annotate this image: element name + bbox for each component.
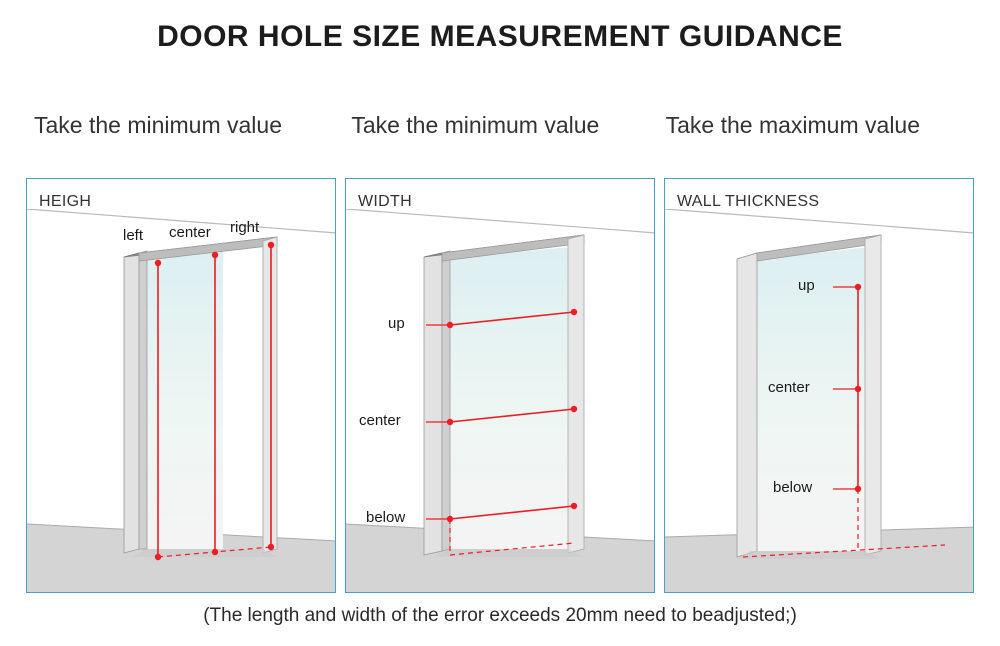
captions-row <box>26 112 974 139</box>
caption-width: Take the minimum value <box>351 112 600 138</box>
caption-wall-thickness: Take the maximum value <box>665 112 921 138</box>
marker-label-below: below <box>366 509 406 526</box>
panel-label-height: HEIGH <box>39 193 92 210</box>
marker-label-up: up <box>388 315 405 332</box>
panels-row <box>26 178 974 593</box>
marker-label-center: center <box>768 379 810 396</box>
panel-height <box>26 178 336 593</box>
panel-wall-thickness <box>664 178 974 593</box>
panel-label-width: WIDTH <box>358 193 412 210</box>
page-title: DOOR HOLE SIZE MEASUREMENT GUIDANCE <box>157 20 843 53</box>
marker-label-left: left <box>123 227 144 244</box>
door-illustration-wall-thickness <box>665 179 973 592</box>
marker-label-center: center <box>359 412 401 429</box>
marker-label-up: up <box>798 277 815 294</box>
footnote: (The length and width of the error exceeds 20mm need to beadjusted;) <box>203 605 797 626</box>
caption-height: Take the minimum value <box>34 112 282 138</box>
panel-label-wall-thickness: WALL THICKNESS <box>677 193 820 210</box>
door-illustration-width <box>346 179 654 592</box>
panel-width <box>345 178 655 593</box>
marker-label-below: below <box>773 479 813 496</box>
marker-label-right: right <box>230 219 260 236</box>
marker-label-center: center <box>169 224 211 241</box>
